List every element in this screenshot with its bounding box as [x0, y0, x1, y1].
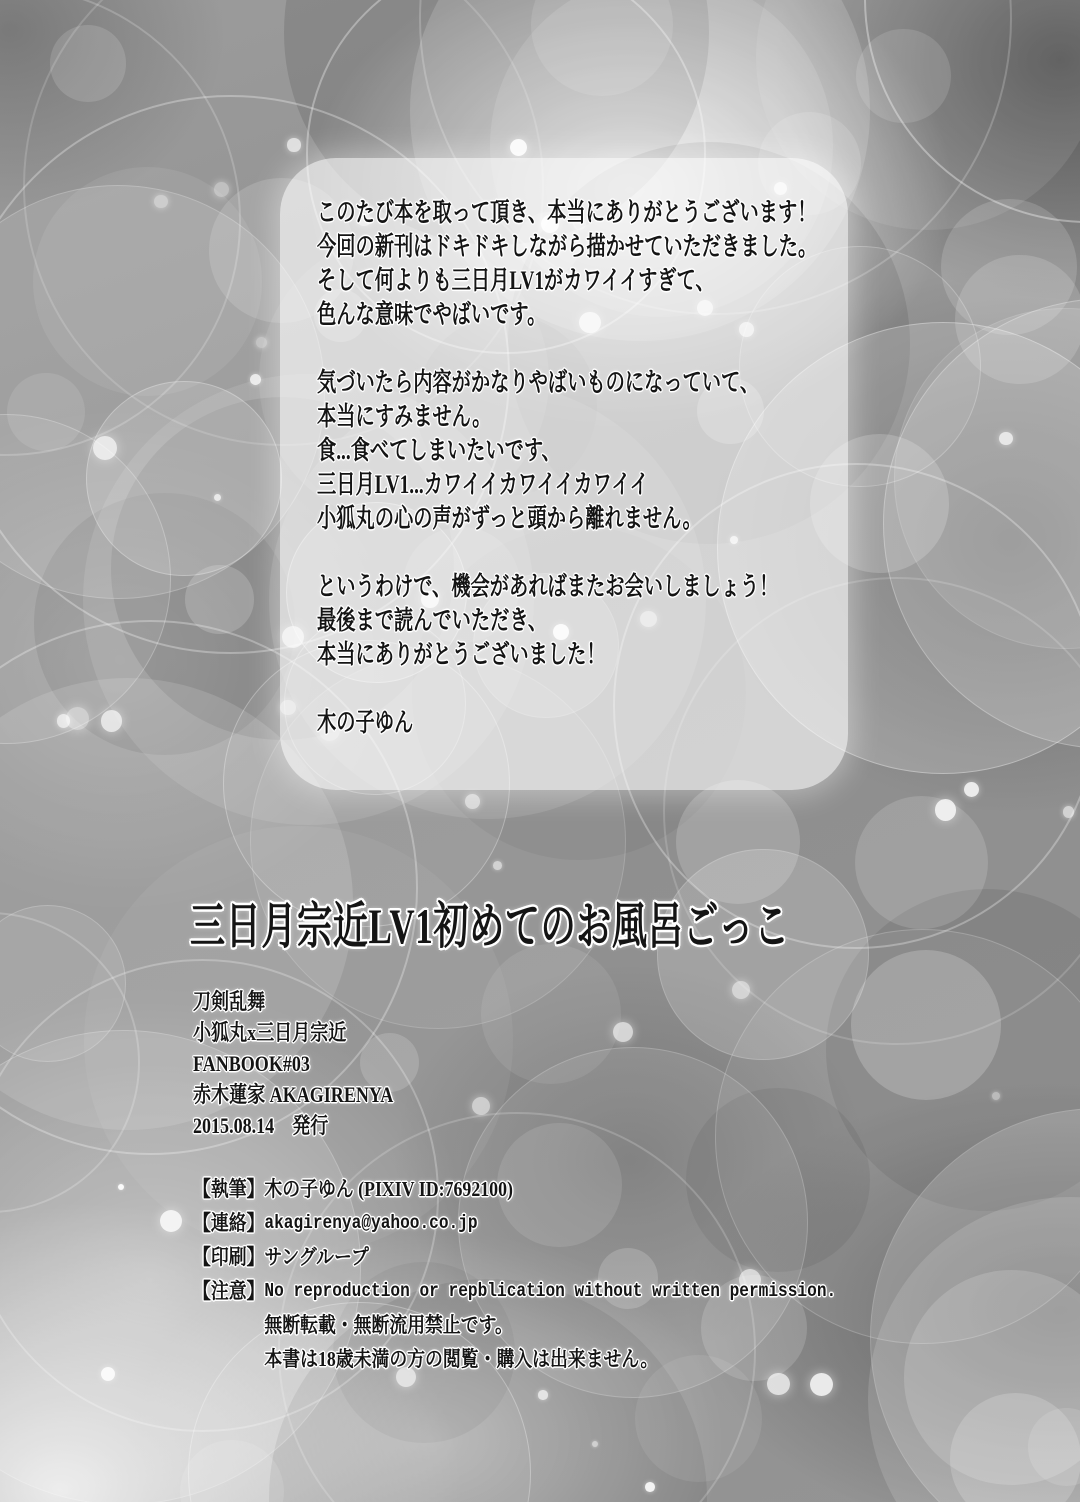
- bokeh-circle: [999, 432, 1012, 445]
- bokeh-circle: [941, 199, 1077, 335]
- bokeh-circle: [185, 565, 254, 634]
- bokeh-circle: [481, 944, 622, 1085]
- bokeh-circle: [250, 374, 261, 385]
- credit-line: FANBOOK#03: [193, 1051, 310, 1076]
- bokeh-circle: [676, 780, 800, 904]
- afterword-paragraph: このたび本を取って頂き、本当にありがとうございます！ 今回の新刊はドキドキしながら描かせていただきました。 そして何よりも三日月LV1がカワイイすぎて、 色んな意味でやばいです。: [317, 198, 818, 329]
- bokeh-circle: [538, 1390, 547, 1399]
- credit-line: 小狐丸x三日月宗近: [193, 1020, 347, 1045]
- bokeh-circle: [472, 1097, 490, 1115]
- bokeh-circle: [935, 799, 957, 821]
- colophon-label: 【連絡】: [193, 1211, 265, 1235]
- bokeh-circle: [493, 861, 502, 870]
- colophon-label: 【注意】: [193, 1279, 265, 1303]
- bokeh-circle: [851, 950, 1001, 1100]
- afterword-message: [317, 196, 817, 774]
- bokeh-circle: [287, 138, 300, 151]
- afterword-paragraph: というわけで、機会があればまたお会いしましょう！ 最後まで読んでいただき、 本当にありがとうございました！: [317, 572, 779, 669]
- credits-block: [193, 986, 393, 1141]
- bokeh-circle: [93, 436, 117, 460]
- credit-line: 赤木蓮家 AKAGIRENYA: [193, 1082, 394, 1107]
- credit-line: 刀剣乱舞: [193, 989, 266, 1014]
- bokeh-circle: [613, 1022, 633, 1042]
- bokeh-circle: [856, 29, 950, 123]
- book-title: 三日月宗近LV1初めてのお風呂ごっこ: [190, 898, 790, 954]
- colophon-row: [193, 1172, 836, 1206]
- colophon-label: 【執筆】: [193, 1177, 265, 1201]
- afterword-paragraph: 木の子ゆん: [317, 708, 414, 737]
- bokeh-circle: [101, 1367, 116, 1382]
- colophon-value: 木の子ゆん (PIXIV ID:7692100): [264, 1177, 513, 1201]
- colophon-row: [193, 1206, 836, 1240]
- bokeh-circle: [767, 1373, 790, 1396]
- bokeh-circle: [50, 25, 127, 102]
- bokeh-circle: [810, 1373, 833, 1396]
- colophon-block: [193, 1172, 836, 1376]
- colophon-row: [193, 1240, 836, 1274]
- colophon-value: No reproduction or repblication without written permission. 無断転載・無断流用禁止です。 本書は18歳未満の方の閲覧・購入は出来ません。: [264, 1280, 837, 1371]
- colophon-row: [193, 1274, 836, 1376]
- colophon-value: akagirenya@yahoo.co.jp: [264, 1212, 478, 1234]
- bokeh-circle: [7, 373, 85, 451]
- bokeh-circle: [732, 981, 750, 999]
- bokeh-circle: [465, 794, 480, 809]
- colophon-label: 【印刷】: [193, 1245, 265, 1269]
- bokeh-circle: [160, 1210, 182, 1232]
- afterword-paragraph: 気づいたら内容がかなりやばいものになっていて、 本当にすみません。 食...食べてしまいたいです、 三日月LV1...カワイイカワイイカワイイ 小狐丸の心の声がずっと頭から離れません。: [317, 368, 760, 533]
- bokeh-circle: [101, 710, 122, 731]
- credit-line: 2015.08.14 発行: [193, 1113, 329, 1138]
- bokeh-circle: [855, 796, 988, 929]
- colophon-value: サングループ: [264, 1245, 369, 1269]
